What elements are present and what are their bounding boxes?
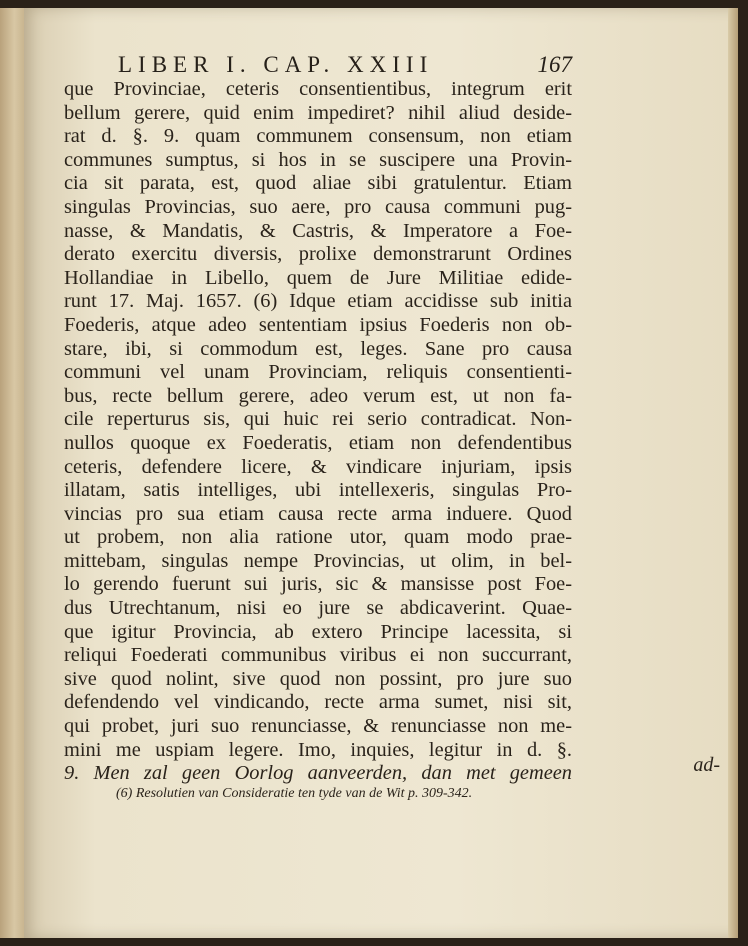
- text-line: nullos quoque ex Foederatis, etiam non defendentibus: [64, 431, 572, 454]
- text-line: ceteris, defendere licere, & vindicare injuriam, ipsis: [64, 455, 572, 478]
- text-line: bellum gerere, quid enim impediret? nihil aliud deside-: [64, 101, 572, 124]
- body-text: [64, 78, 572, 786]
- text-line: qui probet, juri suo renunciasse, & renunciasse non me-: [64, 715, 572, 738]
- text-line: mini me uspiam legere. Imo, inquies, legitur in d. §.: [64, 738, 572, 761]
- text-line: que igitur Provincia, ab extero Principe lacessita, si: [64, 620, 572, 643]
- text-line: 9. Men zal geen Oorlog aanveerden, dan met gemeen: [64, 762, 572, 785]
- text-line: cia sit parata, est, quod aliae sibi gratulentur. Etiam: [64, 172, 572, 195]
- text-line: cile reperturus sis, qui huic rei serio contradicat. Non-: [64, 408, 572, 431]
- text-line: dus Utrechtanum, nisi eo jure se abdicaverint. Quae-: [64, 597, 572, 620]
- footnote: (6) Resolutien van Consideratie ten tyde van de Wit p. 309-342.: [116, 786, 473, 801]
- left-page-edge: [0, 8, 27, 938]
- running-head: LIBER I. CAP. XXIII: [118, 52, 434, 77]
- page-edge: [728, 8, 738, 938]
- catchword: ad-: [693, 754, 720, 776]
- text-line: Hollandiae in Libello, quem de Jure Militiae edide-: [64, 266, 572, 289]
- text-line: rat d. §. 9. quam communem consensum, non etiam: [64, 125, 572, 148]
- text-line: Foederis, atque adeo sententiam ipsius Foederis non ob-: [64, 313, 572, 336]
- text-line: communes sumptus, si hos in se suscipere una Provin-: [64, 148, 572, 171]
- text-line: bus, recte bellum gerere, adeo verum est, ut non fa-: [64, 384, 572, 407]
- text-line: mittebam, singulas nempe Provincias, ut olim, in bel-: [64, 549, 572, 572]
- text-line: ut probem, non alia ratione utor, quam modo prae-: [64, 526, 572, 549]
- text-line: singulas Provincias, suo aere, pro causa communi pug-: [64, 195, 572, 218]
- text-line: communi vel unam Provinciam, reliquis consentienti-: [64, 361, 572, 384]
- text-line: lo gerendo fuerunt sui juris, sic & mansisse post Foe-: [64, 573, 572, 596]
- text-line: nasse, & Mandatis, & Castris, & Imperatore a Foe-: [64, 219, 572, 242]
- text-line: stare, ibi, si commodum est, leges. Sane pro causa: [64, 337, 572, 360]
- page-number: 167: [537, 52, 572, 77]
- text-line: reliqui Foederati communibus viribus ei non succurrant,: [64, 644, 572, 667]
- text-line: sive quod nolint, sive quod non possint, pro jure suo: [64, 667, 572, 690]
- text-line: illatam, satis intelliges, ubi intellexeris, singulas Pro-: [64, 479, 572, 502]
- text-line: que Provinciae, ceteris consentientibus, integrum erit: [64, 78, 572, 100]
- text-line: defendendo vel vindicando, recte arma sumet, nisi sit,: [64, 691, 572, 714]
- text-line: runt 17. Maj. 1657. (6) Idque etiam accidisse sub initia: [64, 290, 572, 313]
- text-line: vincias pro sua etiam causa recte arma induere. Quod: [64, 502, 572, 525]
- text-line: derato exercitu diversis, prolixe demonstrarunt Ordines: [64, 243, 572, 266]
